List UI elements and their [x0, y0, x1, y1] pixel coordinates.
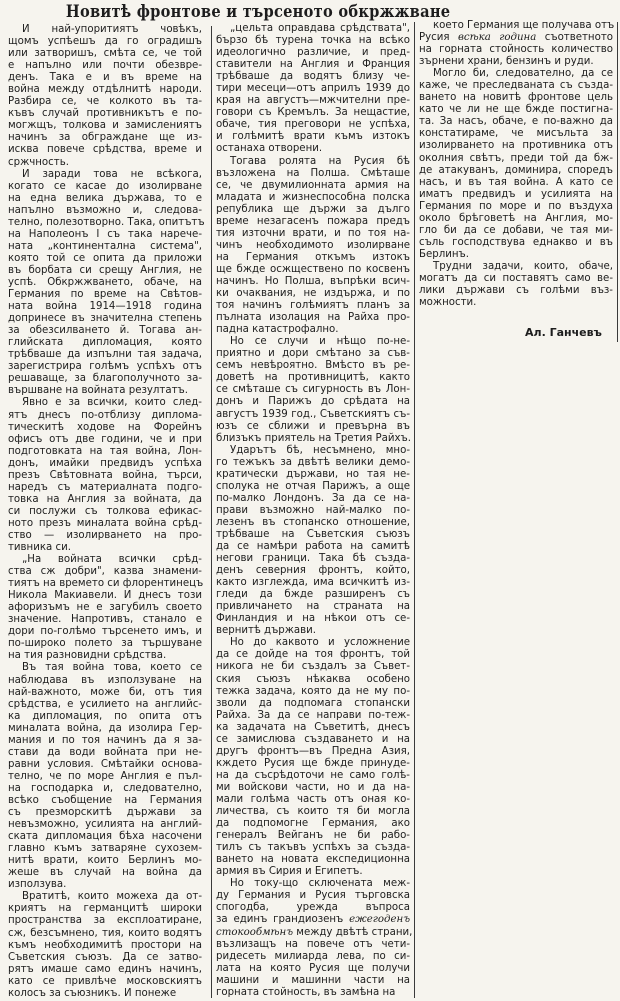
column-divider: [211, 26, 212, 998]
text-line: генералъ Вейганъ не би рабо-: [216, 830, 410, 842]
article-column-1: [8, 24, 205, 1000]
text-line: другъ фронтъ—въ Предна Азия,: [216, 745, 410, 757]
text-line: афоризъмъ не е загубилъ своето: [8, 602, 202, 614]
text-line: около брѣговетѣ на Англия, мо-: [419, 212, 613, 224]
text-line: близъкъ приятель на Третия Райхъ.: [216, 432, 411, 444]
text-line: начинъ. Но Полша, въпрѣки всич-: [216, 275, 410, 287]
column-divider: [414, 22, 415, 998]
text-line: денъ. Така е и въ време на: [8, 72, 202, 84]
text-line: ната война 1914—1918 година: [8, 301, 202, 313]
text-line: Германия по море и по въздуха: [419, 200, 613, 212]
text-line: пространства за експлоатиране,: [8, 915, 202, 927]
text-line: трѣбваше да изпълни тая задача,: [8, 349, 202, 361]
text-line: офисъ отъ две години, че и при: [8, 433, 202, 445]
text-line: ка дипломация, по опита отъ: [8, 710, 202, 722]
text-line: на тия разновидни срѣдства.: [8, 650, 167, 662]
author-signature: Ал. Ганчевъ: [525, 326, 602, 339]
text-line: нитѣ врати, които Берлинъ мо-: [8, 855, 202, 867]
text-line: денъ северния фронтъ, който,: [216, 565, 410, 577]
article-title: Новитѣ фронтове и търсеното обкржжване: [65, 2, 451, 22]
text-line: подготовката на тая война, Лон-: [8, 445, 202, 457]
article-column-2: [216, 23, 413, 999]
text-line: обаче, тия преговори не успѣха,: [216, 119, 410, 131]
text-line: главно къмъ затваряне сухозем-: [8, 843, 202, 855]
text-line: на горната стойность количество: [419, 44, 613, 56]
text-line: ването на новата експедиционна: [216, 854, 410, 866]
text-line: дори по-голѣмо търсенето имъ, и: [8, 626, 202, 638]
text-line: на да съсрѣдоточи не само голѣ-: [216, 769, 410, 781]
text-line: успѣ. Обкржжването, обаче, на: [8, 276, 202, 288]
text-line: армия въ Сирия и Египетъ.: [216, 866, 363, 878]
text-line: И най-упоритиятъ човѣкъ,: [22, 24, 202, 35]
text-line: чинъ необходимото изолирване: [216, 239, 410, 251]
text-line: миналата война, да изолира Гер-: [8, 722, 202, 734]
text-line: ския съюзъ нѣкаква особено: [216, 673, 410, 685]
text-line: рятъ имаше само единъ начинъ,: [8, 963, 202, 975]
text-line: прави възможно най-малко по-: [216, 504, 410, 516]
text-line: лата на която Русия ще получи: [216, 962, 410, 974]
italic-text: стокообмѣнъ: [216, 926, 294, 938]
text-line: ската дипломация бѣха насочени: [8, 831, 202, 843]
text-line: Съветския съюзъ. Да се затво-: [8, 951, 202, 963]
text-line: лезенъ въ стопанско отношение,: [216, 516, 410, 528]
text-line: горната стойность, въ замѣна на: [216, 986, 396, 998]
text-line: по-широко полето за тършуване: [8, 638, 202, 650]
text-line: по-малко Лондонъ. За да се на-: [216, 492, 410, 504]
text-line: [216, 926, 413, 939]
text-line: Разбира се, че колкото въ та-: [8, 96, 202, 108]
text-line: могатъ да си поставятъ само ве-: [419, 272, 613, 284]
text-line: товка на Англия за войната, да: [8, 493, 202, 505]
text-line: напълно възможно и, следова-: [8, 204, 202, 216]
text-segment: Русия: [419, 32, 458, 44]
text-line: къмъ необходимитѣ простори на: [8, 939, 202, 951]
text-line: на Германия откъмъ изтокъ: [216, 251, 410, 263]
text-line: зарегистрира голѣмъ успѣхъ отъ: [8, 361, 202, 373]
text-line: изолирването на противника отъ: [419, 140, 613, 152]
article-column-3: [419, 20, 613, 309]
text-segment: съответното: [536, 32, 613, 44]
text-line: време незагасенъ пожара предъ: [216, 215, 410, 227]
text-line: насъ, и въ тая война. А като се: [419, 176, 613, 188]
text-line: ду Германия и Русия търговска: [216, 890, 410, 902]
text-line: машини и машинни части на: [216, 974, 410, 986]
text-line: къвъ случай противникътъ е по-: [8, 108, 202, 120]
text-line: съль господствува еднакво и въ: [419, 236, 613, 248]
text-line: останаха отворени.: [216, 143, 323, 155]
text-line: равни условия. Смѣтайки основа-: [8, 758, 202, 770]
column-divider: [617, 22, 618, 342]
text-line: спогодба, урежда въпроса: [216, 902, 410, 914]
text-line: та. За насъ, обаче, е по-важно да: [419, 116, 613, 128]
text-line: сполука не отчая Парижъ, а още: [216, 480, 410, 492]
text-line: ми войскови части, но и да на-: [216, 781, 410, 793]
text-line: най-важното, може би, отъ тия: [8, 686, 202, 698]
text-line: пълната изолация на Райха про-: [216, 312, 410, 324]
text-line: на една велика държава, то е: [8, 192, 202, 204]
text-line: въ борбата си срещу Англия, не: [8, 264, 202, 276]
text-line: телно, че по море Англия е пъл-: [8, 770, 202, 782]
text-line: възложена на Полша. Смѣташе: [216, 167, 410, 179]
text-line: семъ невѣроятно. Вмѣсто въ ре-: [216, 360, 410, 372]
text-line: никога не би създалъ за Съвет-: [216, 661, 410, 673]
text-line: възлизащъ на повече отъ чети-: [216, 938, 410, 950]
text-line: Вратитѣ, които можеха да от-: [22, 891, 202, 903]
text-line: Но се случи и нѣщо по-не-: [230, 336, 410, 348]
text-line: колосъ за съюзникъ. И понеже: [8, 987, 177, 999]
text-line: на господарка и, следователно,: [8, 782, 202, 794]
text-line: края на августъ—мжчителни пре-: [216, 95, 410, 107]
text-line: ното презъ миналата война срѣд-: [8, 517, 202, 529]
text-line: решаваще, за благополучното за-: [8, 373, 202, 385]
text-line: Финландия и на нѣкои отъ се-: [216, 613, 410, 625]
text-line: ще бжде осжществено по косвенъ: [216, 263, 410, 275]
text-line: тиятъ на времето си флорентинецъ: [8, 578, 204, 590]
text-line: да се дойде на тоя фронтъ, той: [216, 649, 410, 661]
text-line: Явно е за всички, които след-: [22, 397, 202, 409]
text-line: „На войната всички срѣд-: [22, 554, 202, 566]
text-line: се замислюва създаването и на: [216, 733, 410, 745]
text-line: се, че двумилионната армия на: [216, 179, 410, 191]
text-line: юзъ се сближи и превърна въ: [216, 420, 410, 432]
text-line: се смѣташе съ сигурность въ Лон-: [216, 384, 410, 396]
text-line: Берлинъ.: [419, 248, 469, 260]
text-line: вършване на войната резултатъ.: [8, 385, 188, 397]
text-line: личества, съ които тя би могла: [216, 806, 410, 818]
text-line: ка задачата на Съветитѣ, днесъ: [216, 721, 410, 733]
text-line: мали голѣма часть отъ оная ко-: [216, 794, 410, 805]
text-line: допринесе въ значителна степень: [8, 313, 202, 325]
text-line: доветѣ на противницитѣ, както: [216, 372, 410, 384]
text-line: бързо бѣ турена точка на всѣко: [216, 35, 410, 47]
text-line: като се привлѣче московскиятъ: [8, 975, 202, 987]
text-line: зърнени храни, бензинъ и руди.: [419, 56, 594, 68]
text-line: ването на новитѣ фронтове цель: [419, 92, 613, 104]
text-line: [216, 914, 410, 926]
text-line: можности.: [419, 297, 477, 309]
text-line: ставители на Англия и Франция: [216, 59, 410, 71]
text-line: за обезсилването й. Тогава ан-: [8, 325, 202, 337]
text-line: тивника си.: [8, 542, 71, 554]
text-line: каже, че преследваната съ създа-: [419, 80, 613, 92]
text-line: ство — изолирването на про-: [8, 529, 202, 541]
text-line: тежка задача, която да не му по-: [216, 685, 410, 697]
text-line: презъ Свѣтовната война, търси,: [8, 469, 202, 481]
text-line: когато се касае до изолирване: [8, 180, 202, 192]
text-line: идеологично различие, и пред-: [216, 47, 410, 59]
text-line: срѣдства, е усилието на английс-: [8, 698, 202, 710]
text-line: негови граници. Така бѣ създа-: [216, 553, 410, 565]
text-line: война между отдѣлнитѣ народи.: [8, 84, 202, 96]
text-line: Въ тая война това, което се: [22, 662, 202, 674]
text-line: тия източни врати, и по тоя на-: [216, 227, 410, 239]
text-line: съ презморскитѣ държави за: [8, 807, 202, 819]
text-line: кратически държави, но тая не-: [216, 468, 410, 480]
text-line: да подпомогне Германия, ако: [216, 818, 410, 830]
text-segment: за единъ грандиозенъ: [216, 914, 350, 926]
text-line: иматъ предвидъ и усилията на: [419, 188, 613, 200]
text-line: трѣбваше на Съветския съюзъ: [216, 528, 410, 540]
text-line: Могло би, следователно, да се: [433, 68, 613, 80]
text-line: тири месеци—отъ априлъ 1939 до: [216, 83, 410, 95]
text-line: Никола Макиавели. И днесъ този: [8, 590, 202, 602]
text-line: стави да води войната при не-: [8, 746, 202, 758]
text-line: сржчность.: [8, 156, 69, 168]
text-segment: между двѣтѣ страни,: [293, 926, 413, 938]
text-line: тилъ съ такъвъ успѣхъ за създа-: [216, 842, 410, 854]
italic-text: всѣка година: [457, 32, 537, 44]
text-line: Но току-що сключената меж-: [230, 878, 410, 890]
text-line: приятно и дори смѣтано за съв-: [216, 348, 410, 360]
text-line: падна катастрофално.: [216, 324, 339, 336]
text-line: е напълно или почти обезвре-: [8, 60, 202, 72]
text-line: значение. Напротивъ, станало е: [8, 614, 202, 626]
text-line: която той се опита да приложи: [8, 252, 202, 264]
text-line: всѣко съобщение на Германия: [8, 795, 202, 806]
text-line: Ударътъ бѣ, несъмнено, мно-: [230, 444, 410, 456]
text-line: или затворишъ, смѣта се, че той: [8, 48, 202, 60]
italic-text: ежегоденъ: [349, 914, 410, 926]
text-line: констатираме, че мисъльта за: [419, 128, 613, 140]
text-line: което Германия ще получава отъ: [433, 20, 615, 31]
text-line: глийската дипломация, която: [8, 337, 202, 349]
text-line: използува.: [8, 879, 67, 891]
text-line: наблюдава въ използуване на: [8, 674, 202, 686]
text-line: жеше въ случай на война да: [8, 867, 202, 879]
text-line: наредъ съ материалната подго-: [8, 481, 202, 493]
text-line: донъ и Парижъ до срѣдата на: [216, 396, 410, 408]
text-line: невъзможно, усилията на англий-: [8, 819, 202, 831]
text-line: исква повече срѣдства, време и: [8, 144, 202, 156]
text-line: да се намѣри работа на самитѣ: [216, 541, 410, 553]
text-line: криятъ на германцитѣ широки: [8, 903, 202, 915]
text-line: Райха. За да се направи по-теж-: [216, 709, 410, 721]
text-line: Трудни задачи, които, обаче,: [433, 260, 613, 272]
text-line: тическитѣ ходове на Форейнъ: [8, 421, 202, 433]
text-line: гледи да бжде разширенъ съ: [216, 589, 410, 601]
text-line: Тогава ролята на Русия бѣ: [230, 155, 410, 167]
text-line: мания и по тоя начинъ да я за-: [8, 734, 202, 746]
text-line: трѣбваше да водятъ близу че-: [216, 71, 410, 83]
text-line: младата и жизнеспособна полска: [216, 191, 410, 203]
text-line: телно, полезотворно. Така, опитътъ: [8, 216, 205, 228]
text-line: ната „континентална система",: [8, 240, 202, 252]
text-line: И заради това не всѣкога,: [22, 168, 202, 180]
text-line: ки очаквания, не издържа, и по: [216, 288, 410, 300]
text-line: кждето Русия ще бжде принуде-: [216, 757, 410, 769]
text-line: августъ 1939 год., Съветскиятъ съ-: [216, 408, 410, 420]
text-line: си послужи съ толкова ефикас-: [8, 505, 202, 517]
text-line: [419, 32, 613, 44]
text-line: република ще държи за дълго: [216, 203, 410, 215]
text-line: го тежъкъ за двѣтѣ велики демо-: [216, 456, 410, 468]
text-line: както изглежда, има всичкитѣ из-: [216, 577, 410, 589]
text-line: като че ли не ще бжде постигна-: [419, 104, 613, 116]
text-line: лики държави съ голѣми въз-: [419, 285, 613, 297]
text-line: донъ, имайки предвидъ успѣха: [8, 457, 202, 469]
text-line: ридесеть милиарда лева, по си-: [216, 950, 410, 962]
text-line: околния свѣтъ, преди той да бж-: [419, 152, 613, 164]
text-line: могжщъ, толкова и замислениятъ: [8, 120, 202, 132]
text-line: тоя начинъ голѣмиятъ планъ за: [216, 300, 410, 312]
text-line: начинъ за обграждане ще из-: [8, 132, 202, 144]
text-line: и голѣмитѣ врати къмъ изтокъ: [216, 131, 410, 143]
text-line: гло би да се добави, че тая ми-: [419, 224, 613, 236]
text-line: Германия по време на Свѣтов-: [8, 289, 202, 301]
text-line: де атакуванъ, доминира, споредъ: [419, 164, 613, 176]
text-line: говори съ Кремълъ. За нещастие,: [216, 107, 410, 119]
text-line: „цельта оправдава срѣдствата",: [230, 23, 410, 34]
text-line: щомъ успѣешъ да го оградишъ: [8, 36, 202, 48]
text-line: ства сж добри", казва знамени-: [8, 566, 202, 578]
text-line: ятъ днесъ по-отблизу диплома-: [8, 409, 202, 421]
text-line: привличането на страната на: [216, 601, 410, 613]
text-line: вернитѣ държави.: [216, 625, 317, 637]
text-line: зволи да подпомага стопански: [216, 697, 410, 709]
text-line: Но до каквото и усложнение: [230, 637, 410, 649]
text-line: сж, безсъмнено, тия, които водятъ: [8, 927, 202, 939]
text-line: на Наполеонъ I съ така нарече-: [8, 228, 202, 240]
